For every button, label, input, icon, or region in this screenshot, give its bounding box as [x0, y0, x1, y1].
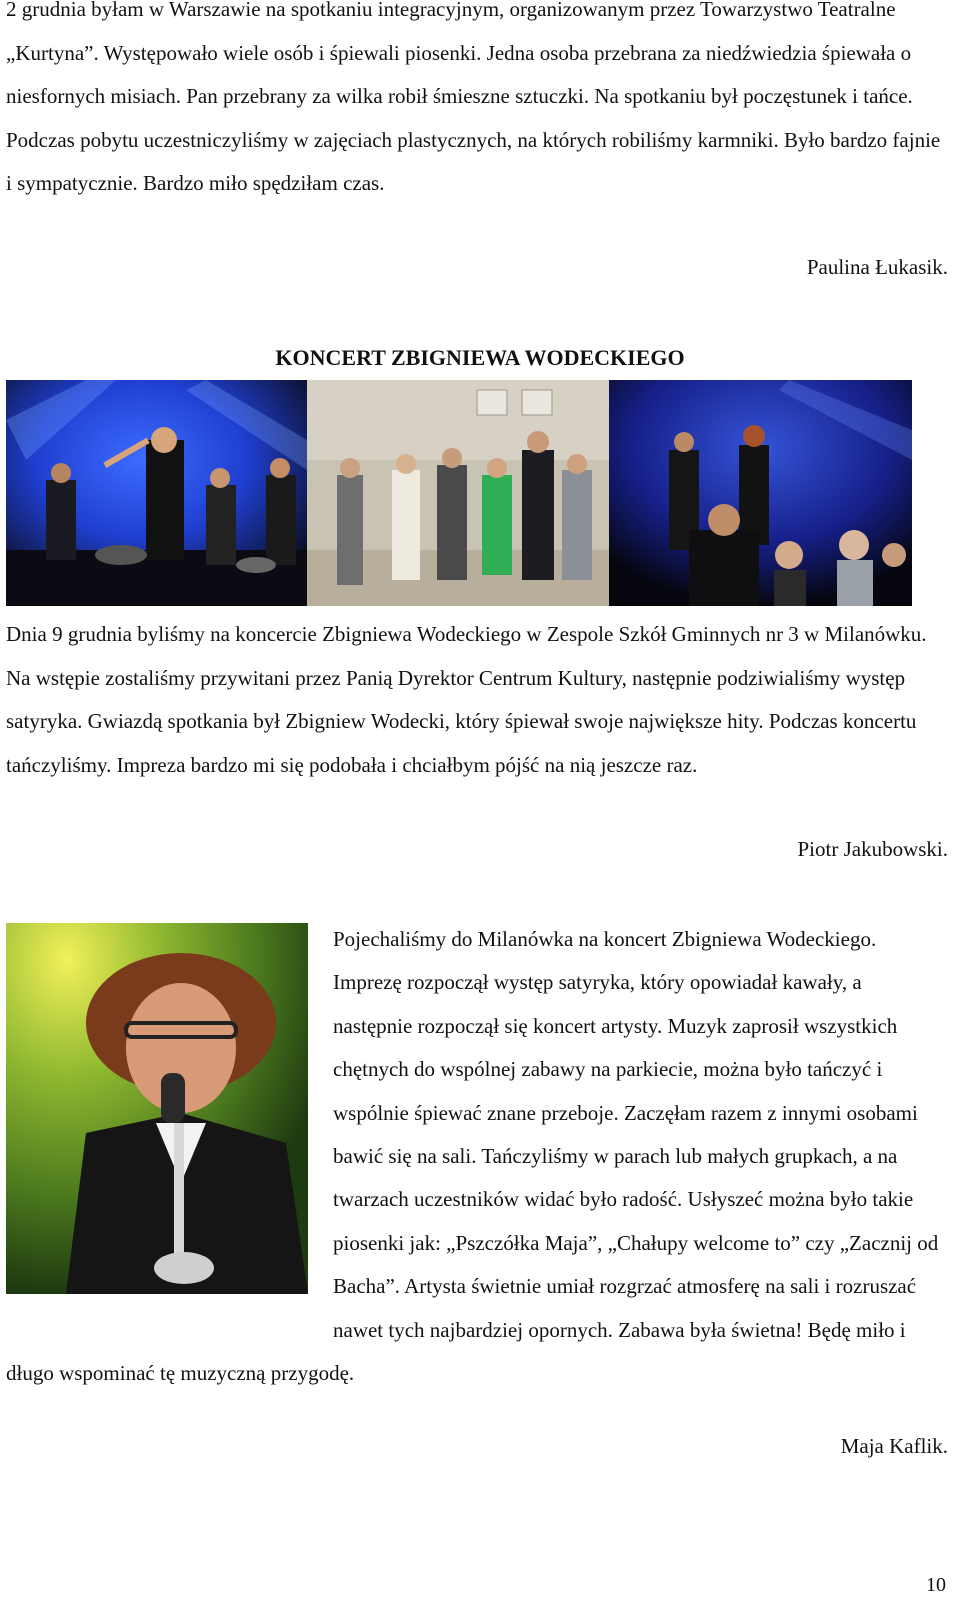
- article-paulina-text: 2 grudnia byłam w Warszawie na spotkaniu integracyjnym, organizowanym przez Towarzystwo Teatralne „Kurtyna”. Występowało wiele osób i śpiewali piosenki. Jedna osoba przebrana za niedźwiedzia śpiewała o niesfornych misiach. Pan przebrany za wilka robił śmieszne sztuczki. Na spotkaniu był poczęstunek i tańce. Podczas pobytu uczestniczyliśmy w zajęciach plastycznych, na których robiliśmy karmniki. Było bardzo fajnie i sympatycznie. Bardzo miło spędziłam czas.: [6, 0, 941, 195]
- photo-dancing-hall: [307, 380, 609, 606]
- page-number: 10: [926, 1574, 946, 1596]
- author-paulina: Paulina Łukasik.: [806, 255, 948, 279]
- photo-concert-stage: [6, 380, 307, 606]
- photo-wrap-spacer: [6, 918, 333, 1310]
- author-maja: Maja Kaflik.: [840, 1434, 948, 1458]
- article-maja-body: Pojechaliśmy do Milanówka na koncert Zbigniewa Wodeckiego. Imprezę rozpoczął występ satyryka, który opowiadał kawały, a następnie rozpoczął się koncert artysty. Muzyk zaprosił wszystkich chętnych do wspólnej zabawy na parkiecie, można było tańczyć i wspólnie śpiewać znane przeboje. Zaczęłam razem z innymi osobami bawić się na sali. Tańczyliśmy w parach lub małych grupkach, a na twarzach uczestników widać było radość. Usłyszeć można było takie piosenki jak: „Pszczółka Maja”, „Chałupy welcome to” czy „Zacznij od Bacha”. Artysta świetnie umiał rozgrzać atmosferę na sali i rozruszać nawet tych najbardziej opornych. Zabawa była świetna! Będę miło i długo wspominać tę muzyczną przygodę.: [6, 927, 939, 1386]
- author-piotr: Piotr Jakubowski.: [797, 837, 948, 861]
- photo-concert-audience: [609, 380, 912, 606]
- article-piotr-text: Dnia 9 grudnia byliśmy na koncercie Zbigniewa Wodeckiego w Zespole Szkół Gminnych nr 3 w Milanówku. Na wstępie zostaliśmy przywitani przez Panią Dyrektor Centrum Kultury, następnie podziwialiśmy występ satyryka. Gwiazdą spotkania był Zbigniew Wodecki, który śpiewał swoje największe hity. Podczas koncertu tańczyliśmy. Impreza bardzo mi się podobała i chciałbym pójść na nią jeszcze raz.: [6, 622, 927, 777]
- article-maja-text: [6, 918, 946, 1395]
- section-title: KONCERT ZBIGNIEWA WODECKIEGO: [275, 345, 685, 370]
